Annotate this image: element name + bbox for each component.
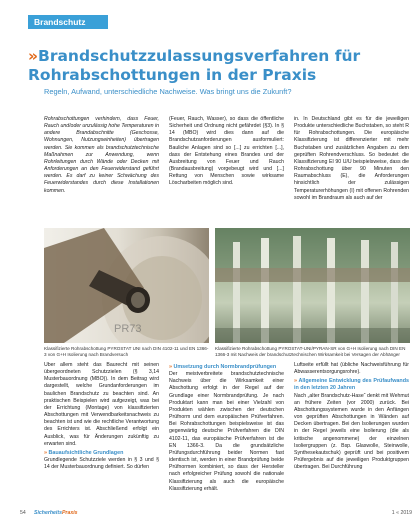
photo-caption-1: Klassifizierte Rohrabschottung PYROSTAT UNI nach DIN 4102-11 und EN 1366-3 von G+H Isolierung nach Brandversuch [44, 346, 209, 358]
title-marker: » [28, 47, 39, 65]
body-paragraph: Grundlegende Schutzziele werden in § 3 und § 14 der Musterbauordnung definiert. So dürfen [44, 457, 159, 471]
lead-paragraph: Rohrabschottungen verhindern, dass Feuer, Rauch und/oder unzulässig hohe Temperaturen in andere Brandabschnitte (Geschosse, Wohnungen, Nutzungseinheiten) übertragen werden. Sie kommen als brandschutztechnische Maßnahmen zur Anwendung, wenn Rohrleitungen durch Wände oder Decken mit Anforderungen an den Feuerwiderstand geführt werden. Es darf zu keiner Schwächung des Feuerwiderstandes durch diese Installationen kommen. [44, 116, 159, 194]
photo-pipe-seal-illustration [44, 228, 209, 343]
issue-number: 1 « 2019 [391, 510, 412, 516]
photo-marking-text: PR73 [114, 323, 142, 335]
page-footer [20, 508, 412, 518]
subheading-pruefaufwand: » Allgemeine Entwicklung des Prüfaufwands in den letzten 20 Jahren [294, 378, 409, 392]
photo-caption-2: Klassifizierte Rohrabschottung PYROSTAT-UNI/PYRAN-SR von G+H Isolierung nach DIN EN 1366-3 mit Nachweis der brandschutztechnischen Wirksamkeit bei Versagen der Abhänger [215, 346, 406, 358]
intro-columns [44, 116, 410, 222]
photo-pipe-seal-after-fire-test [44, 228, 209, 343]
body-column-2 [169, 362, 284, 502]
subheading-arrow-icon: » [44, 449, 49, 456]
section-rubric: Brandschutz [28, 15, 108, 29]
body-paragraph: Über allem steht das Baurecht mit seinen übergeordneten Schutzzielen (§ 3,14 Musterbauordnung (MBO)). In dem Beitrag wird dargestellt, welche Grundanforderungen im baulichen Brandschutz zu beachten sind. An praktischen Beispielen wird aufgezeigt, was bei der Errichtung (Montage) von klassifizierten Abschottungen mit Verwendbarkeitsnachweis zu beachten ist und wie die rechtliche Verantwortung des Errichters ist. Abschließend erfolgt ein Ausblick, was für Änderungen zukünftig zu erwarten sind. [44, 362, 159, 447]
magazine-brand: SicherheitsPraxis [34, 510, 78, 516]
body-paragraph: Nach „alter Brandschutz-Hase“ denkt mit Wehmut an frühere Zeiten (vor 2000) zurück. Bei Abschottungssystemen wurde in den Anfängen von geprüften Abschottungen in Wänden auf Decken übertragen. Bei den Isolierungen wurden in der Regel jeweils eine Isolierung (die als kritische angenommene) der einzelnen Isoliergruppen (z. Bsp. Glaswolle, Steinwolle, Synthesekautschuk) geprüft und bei positivem Prüfergebnis auf die jeweiligen Produktgruppen übertragen. Bei Durchführung [294, 392, 409, 471]
body-paragraph: Luftseite erfüllt hat (übliche Nachweisführung für Abwasserentsorgungsrohre). [294, 362, 409, 376]
top-column-2: (Feuer, Rauch, Wasser), so dass die öffentliche Sicherheit und Ordnung nicht gefährdet (§3). In § 14 (MBO) wird dies dann auf die Brandschutzanforderungen ausformuliert: Bauliche Anlagen sind so [...] zu errichten [...], dass der Entstehung eines Brandes und der Ausbreitung von Feuer und Rauch (Brandausbreitung) vorgebeugt wird und [...] Rettung von Menschen sowie wirksame Löscharbeiten möglich sind. [169, 116, 284, 187]
photo-pipes-illustration [215, 228, 410, 343]
subheading-normbrandpruefungen: » Umsetzung durch Normbrandprüfungen [169, 364, 277, 370]
title-text: Brandschutzzulassungsverfahren für Rohrabschottungen in der Praxis [28, 47, 361, 84]
subheading-arrow-icon: » [294, 378, 299, 385]
page-number: 54 [20, 510, 26, 516]
body-column-3 [294, 362, 409, 502]
body-columns [44, 362, 410, 502]
photo-pipe-installation [215, 228, 410, 343]
article-subtitle: Regeln, Aufwand, unterschiedliche Nachweise. Was bringt uns die Zukunft? [44, 87, 292, 96]
top-column-3: in. In Deutschland gibt es für die jeweiligen Produkte unterschiedliche Buchstaben, so steht R für Rohrabschottungen. Die europäische Klassifizierung ist differenzierter mit mehr Buchstaben und zusätzlichen Angaben zu dem geprüften Rohrendverschluss. So bedeutet die Klassifizierung EI 90 U/U beispielsweise, dass die Rohrabschottung über 90 Minuten den Raumabschluss (E), die Anforderungen hinsichtlich der zulässigen Temperaturerhöhungen (I) mit offenen Rohrenden sowohl im Brandraum als auch auf der [294, 116, 409, 201]
subheading-bauaufsichtliche-grundlagen: » Bauaufsichtliche Grundlagen [44, 449, 124, 456]
body-paragraph: Der meistverbreitete brandschutztechnische Nachweis über die Wirksamkeit einer Abschottung erfolgt in der Regel auf der Grundlage einer Normbrandprüfung. Je nach Produktart kann man bei einer Vielzahl von Produkten wählen zwischen der deutschen Prüfnorm und dem europäischen Prüfverfahren. Bei Rohrabschottungen beispielsweise ist das gegenwärtig deutsche Prüfverfahren die DIN 4102-11, das europäische Prüfverfahren ist die EN 1366-3. Da die grundsätzliche Prüfungsdurchführung beider Normen fast identisch ist, werden in einer Brandprüfung beide Prüfnormen kombiniert, so dass der Hersteller nach erfolgreicher Prüfung sowohl die nationale Klassifizierung als auch die europäische Klassifizierung erhält. [169, 371, 284, 492]
article-title [28, 47, 408, 85]
body-column-1 [44, 362, 159, 502]
subheading-arrow-icon: » [169, 364, 174, 370]
